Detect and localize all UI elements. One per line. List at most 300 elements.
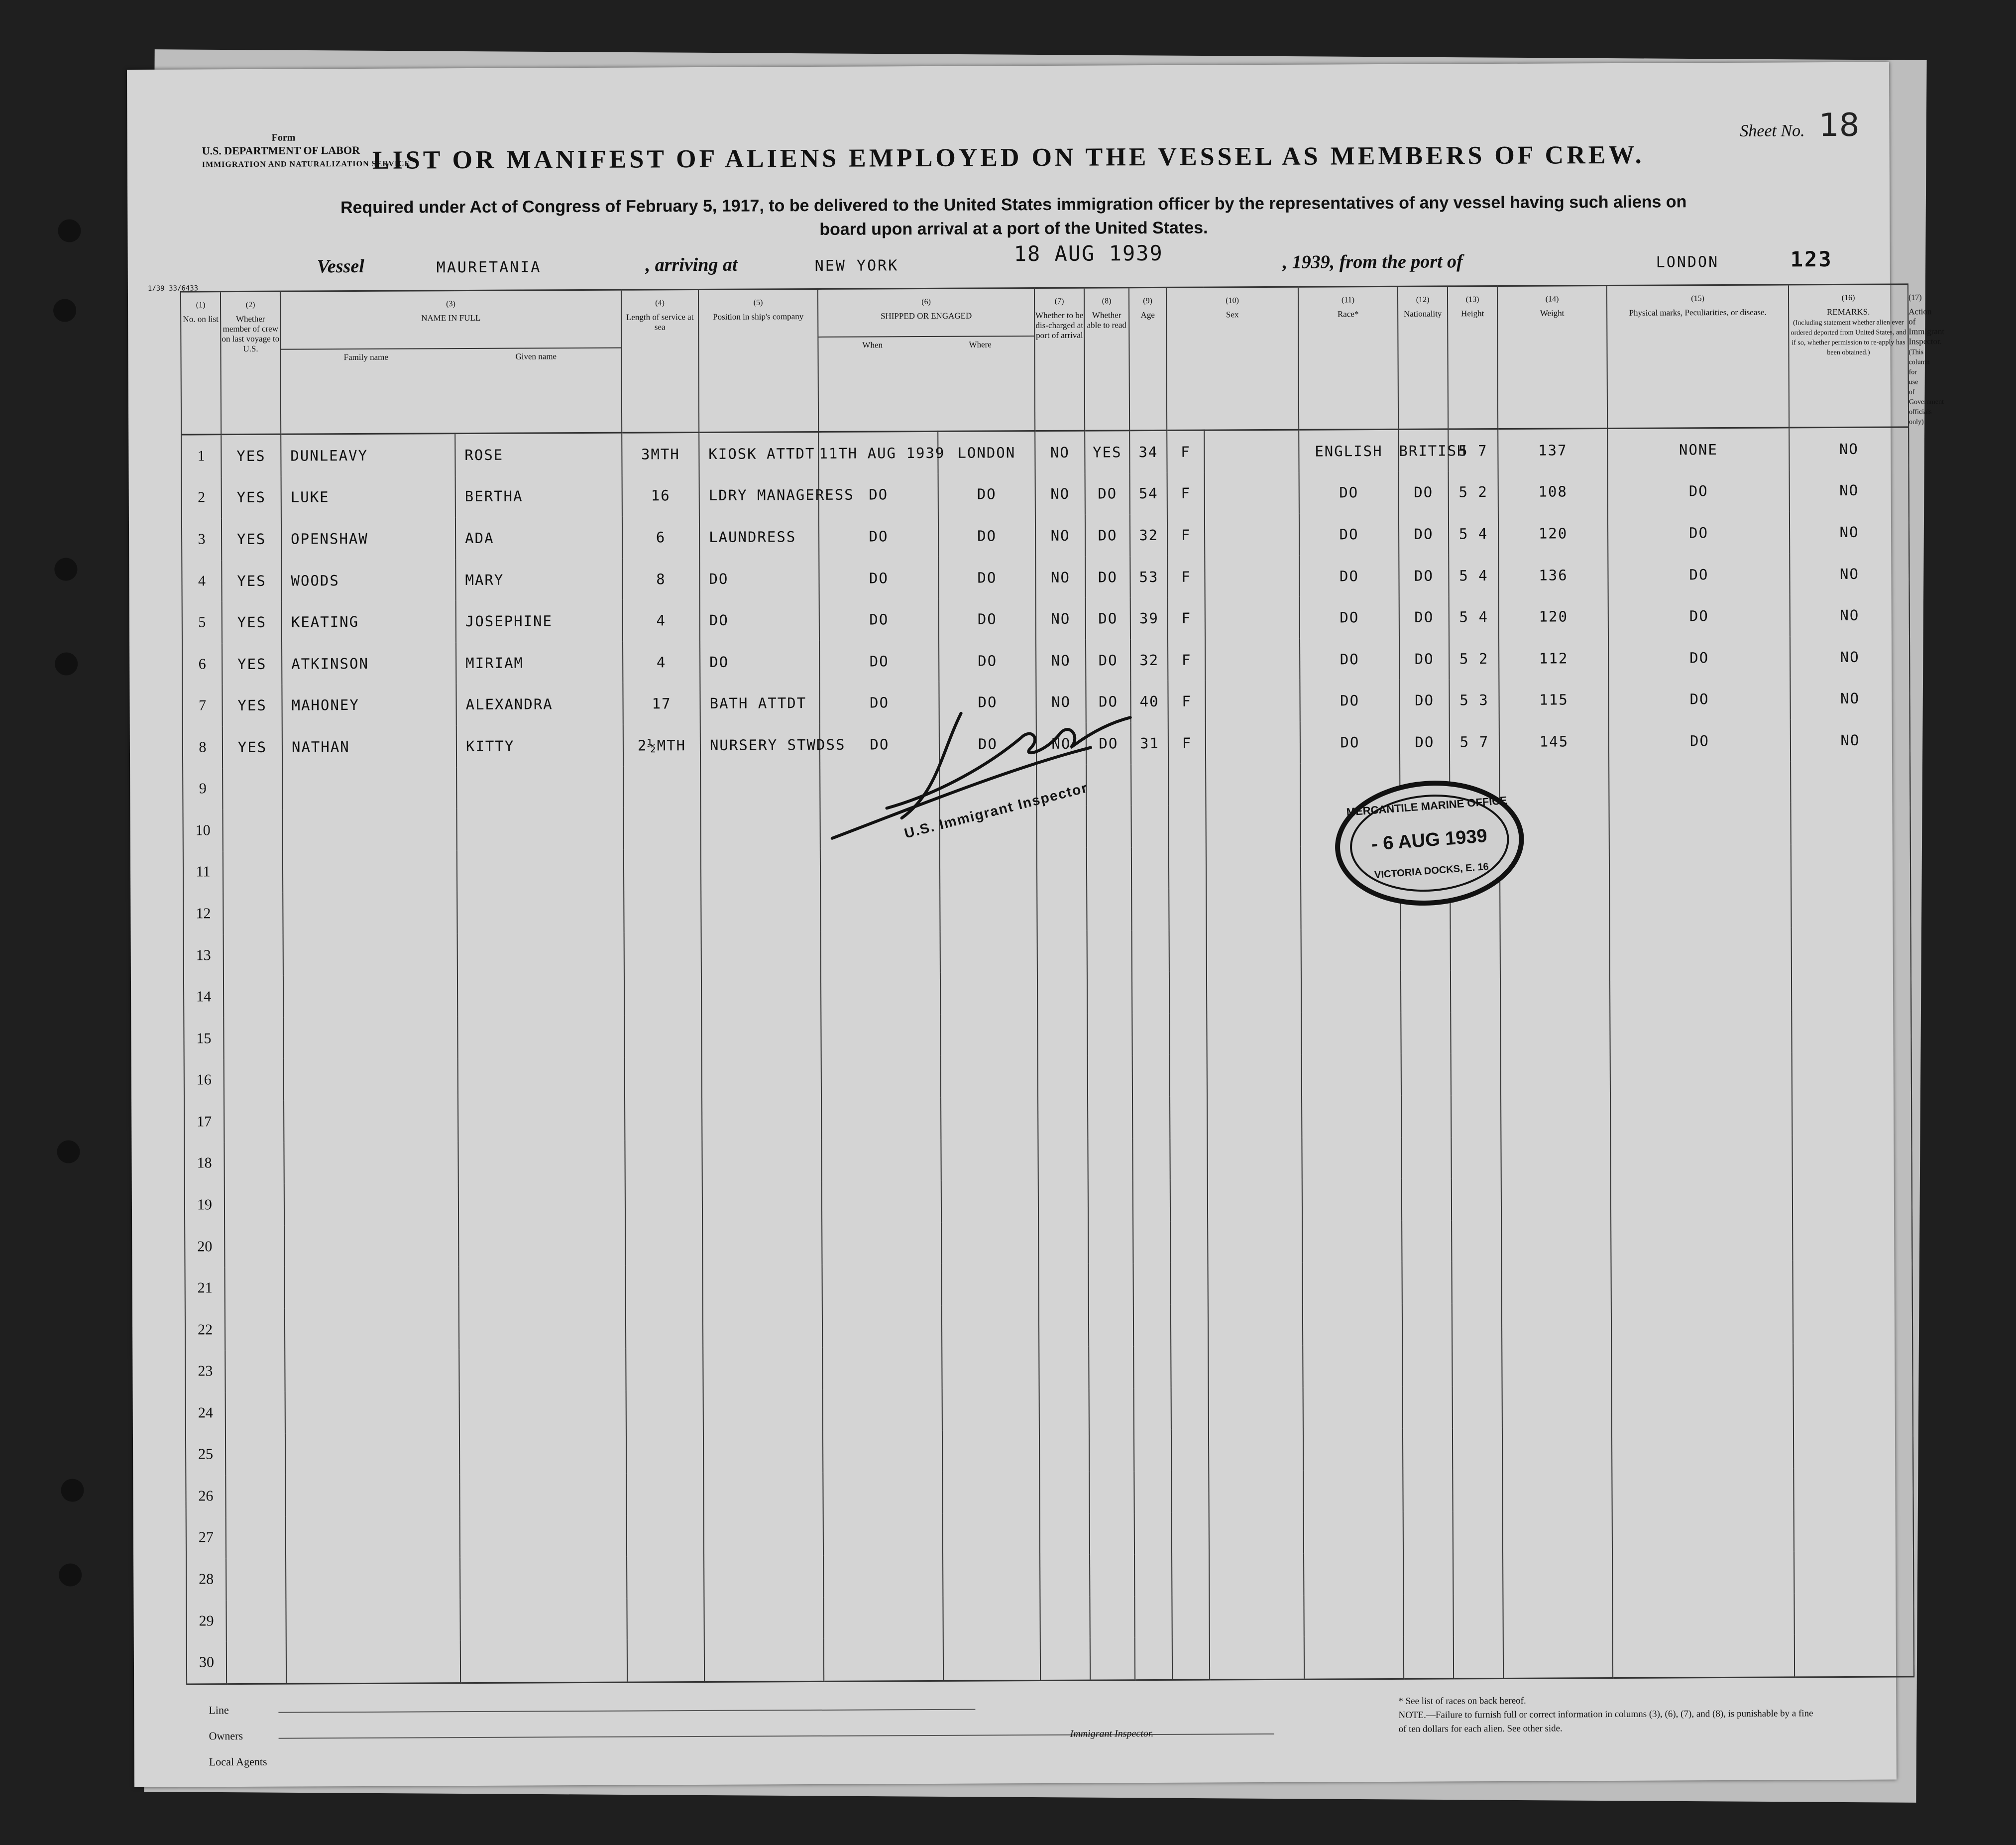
cell-when: [821, 1139, 941, 1181]
blank-cell: [1209, 1596, 1304, 1637]
footer-labels: [209, 1697, 267, 1775]
cell-where: DO: [939, 681, 1036, 723]
cell-discharged: [1038, 1222, 1088, 1264]
table-row: [185, 1301, 1912, 1351]
cell-nationality: DO: [1399, 513, 1449, 555]
cell-when: DO: [819, 557, 938, 599]
col-header-name: (3) NAME IN FULL Family name Given name: [280, 290, 622, 434]
cell-read: YES: [1085, 431, 1129, 473]
table-row: [186, 1551, 1913, 1601]
cell-service: [626, 1473, 703, 1515]
cell-read: DO: [1086, 639, 1130, 681]
cell-age: 53: [1130, 556, 1167, 598]
cell-sex: F: [1167, 430, 1204, 472]
cell-position: [702, 1265, 822, 1307]
cell-weight: [1500, 970, 1610, 1012]
cell-family: [284, 1058, 458, 1101]
cell-marks: [1609, 761, 1791, 804]
cell-sex: [1171, 1471, 1209, 1513]
cell-where: [943, 1555, 1040, 1597]
cell-read: [1087, 972, 1132, 1014]
cell-service: [624, 891, 701, 932]
cell-where: [942, 1472, 1039, 1513]
cell-age: [1132, 972, 1169, 1014]
cell-crew: [225, 1309, 285, 1351]
arriving-label: , arriving at: [645, 254, 738, 276]
table-row: [186, 1468, 1913, 1517]
cell-marks: [1609, 844, 1791, 887]
cell-discharged: [1038, 1180, 1088, 1222]
cell-family: [283, 850, 457, 893]
cell-when: DO: [819, 474, 938, 516]
blank-cell: [1209, 1471, 1303, 1512]
cell-weight: [1501, 1178, 1611, 1220]
arrival-date-stamp: 18 AUG 1939: [1013, 240, 1163, 266]
cell-weight: [1500, 1012, 1610, 1054]
blank-cell: [1205, 472, 1299, 514]
cell-family: [282, 808, 456, 851]
cell-age: 40: [1130, 681, 1168, 722]
cell-age: 54: [1130, 472, 1167, 514]
cell-race: DO: [1300, 721, 1400, 763]
departure-port: LONDON: [1656, 253, 1719, 271]
cell-service: [624, 974, 701, 1016]
cell-marks: [1609, 886, 1791, 928]
cell-height: 5 7: [1450, 721, 1499, 763]
cell-where: [943, 1638, 1040, 1681]
cell-weight: 137: [1498, 429, 1607, 471]
blank-cell: [1206, 805, 1300, 847]
cell-crew: YES: [223, 726, 282, 768]
cell-family: ATKINSON: [282, 642, 456, 685]
cell-where: DO: [938, 557, 1035, 598]
cell-remarks: [1792, 927, 1911, 969]
blank-cell: [1208, 1221, 1302, 1263]
cell-crew: YES: [222, 518, 281, 560]
cell-nationality: [1403, 1386, 1453, 1428]
cell-sex: [1170, 1221, 1208, 1263]
cell-discharged: [1037, 972, 1087, 1014]
line-number: 6: [182, 643, 222, 685]
cell-race: [1302, 1221, 1402, 1263]
cell-weight: [1501, 1261, 1611, 1303]
sheet-number-value: 18: [1818, 107, 1860, 144]
cell-remarks: [1793, 1468, 1913, 1510]
cell-service: [625, 1099, 702, 1141]
cell-race: DO: [1300, 680, 1399, 721]
cell-crew: [224, 1267, 284, 1309]
line-number: 1: [181, 435, 221, 477]
cell-weight: [1502, 1344, 1611, 1386]
cell-crew: [223, 768, 282, 809]
col-header-read: (8) Whether able to read: [1084, 288, 1129, 431]
cell-position: [701, 849, 820, 891]
footer-note: [1398, 1693, 1816, 1736]
footer-line-label: Line: [209, 1704, 229, 1717]
cell-remarks: [1794, 1509, 1913, 1552]
cell-marks: [1610, 969, 1792, 1012]
cell-family: [285, 1391, 459, 1433]
cell-nationality: DO: [1399, 680, 1449, 721]
cell-discharged: [1038, 1264, 1088, 1305]
blank-cell: [1207, 1054, 1302, 1096]
cell-weight: [1502, 1428, 1612, 1470]
cell-crew: YES: [221, 434, 281, 477]
line-number: 9: [183, 768, 223, 810]
cell-height: [1452, 1220, 1501, 1262]
cell-discharged: [1038, 1055, 1088, 1097]
cell-when: [822, 1264, 941, 1306]
cell-weight: [1501, 1220, 1611, 1262]
cell-service: 17: [623, 683, 700, 724]
inspector-signature: [811, 692, 1210, 843]
cell-read: [1090, 1638, 1135, 1681]
line-number: 21: [185, 1267, 224, 1309]
cell-read: [1087, 1014, 1132, 1055]
cell-when: [820, 890, 940, 932]
table-row: [183, 886, 1910, 935]
cell-sex: F: [1167, 556, 1205, 597]
cell-where: [941, 1139, 1038, 1181]
cell-race: [1304, 1595, 1403, 1637]
cell-weight: [1502, 1386, 1612, 1428]
cell-service: [627, 1639, 704, 1682]
header-row: [181, 284, 1908, 435]
cell-discharged: NO: [1036, 723, 1086, 765]
cell-read: [1089, 1305, 1133, 1347]
cell-service: [627, 1515, 704, 1557]
table-row: [183, 844, 1910, 893]
department-name: U.S. DEPARTMENT OF LABOR: [202, 143, 360, 157]
cell-service: [624, 849, 701, 891]
vessel-line: [317, 240, 1860, 286]
cell-discharged: NO: [1035, 431, 1085, 473]
cell-given: ALEXANDRA: [456, 683, 623, 725]
cell-service: [625, 1224, 702, 1266]
line-number: 8: [183, 726, 223, 768]
table-row: [186, 1593, 1913, 1642]
cell-service: [625, 1265, 702, 1307]
cell-discharged: [1040, 1596, 1090, 1638]
cell-service: [625, 1182, 702, 1224]
cell-read: DO: [1085, 473, 1130, 515]
cell-weight: [1500, 887, 1609, 929]
line-number: 4: [182, 560, 222, 602]
cell-marks: NONE: [1607, 428, 1789, 471]
cell-remarks: [1791, 802, 1910, 844]
cell-sex: [1171, 1388, 1209, 1430]
cell-crew: YES: [222, 643, 282, 685]
cell-marks: [1610, 1052, 1792, 1095]
cell-remarks: NO: [1790, 594, 1909, 637]
table-row: [184, 1010, 1911, 1059]
manifest-sheet: [127, 62, 1945, 1787]
form-number: 1/39 33/6433: [147, 284, 199, 293]
cell-given: [458, 1141, 625, 1183]
line-number: 12: [183, 893, 223, 934]
cell-height: [1453, 1386, 1502, 1428]
col-subheader-family: Family name: [343, 352, 388, 362]
cell-nationality: [1403, 1428, 1453, 1470]
cell-crew: [223, 851, 283, 893]
cell-age: [1131, 847, 1169, 889]
cell-crew: [224, 1142, 284, 1184]
cell-family: [285, 1474, 459, 1516]
blank-cell: [1209, 1429, 1303, 1471]
cell-height: [1451, 1095, 1501, 1137]
cell-position: [703, 1389, 823, 1432]
cell-read: [1087, 930, 1132, 972]
cell-race: [1303, 1470, 1403, 1512]
cell-remarks: [1794, 1593, 1913, 1635]
cell-discharged: [1037, 1014, 1087, 1056]
cell-crew: [224, 1018, 283, 1059]
cell-read: [1088, 1055, 1132, 1097]
cell-height: [1451, 1137, 1501, 1179]
cell-read: DO: [1085, 514, 1130, 556]
line-number: 20: [185, 1226, 224, 1268]
cell-discharged: [1039, 1430, 1089, 1472]
cell-when: [823, 1472, 942, 1514]
cell-where: [941, 1222, 1038, 1264]
cell-remarks: [1793, 1384, 1913, 1427]
cell-marks: [1612, 1385, 1793, 1427]
cell-age: [1133, 1305, 1171, 1347]
cell-position: [702, 1056, 821, 1099]
cell-position: DO: [700, 641, 819, 683]
cell-crew: [225, 1392, 285, 1434]
cell-sex: F: [1168, 722, 1206, 764]
col-header-remarks: (16) REMARKS. (Including statement whether alien ever ordered deported from United States, and if so, whether permission to re-apply has been obtained.): [1789, 284, 1908, 428]
cell-race: DO: [1300, 638, 1399, 680]
sheet-number-label: Sheet No.: [1740, 121, 1805, 140]
cell-race: ENGLISH: [1299, 429, 1398, 472]
cell-read: [1088, 1097, 1132, 1139]
cell-family: [284, 1266, 458, 1308]
cell-remarks: [1791, 761, 1910, 803]
cell-race: [1304, 1636, 1404, 1679]
cell-height: 5 4: [1449, 596, 1499, 638]
cell-height: [1452, 1178, 1501, 1220]
cell-when: [820, 848, 940, 891]
cell-crew: [224, 1101, 284, 1143]
cell-position: [704, 1514, 823, 1557]
penalty-note: NOTE.—Failure to furnish full or correct information in columns (3), (6), (7), and (8), is punishable by a fine of ten dollars for each alien. See other side.: [1398, 1708, 1813, 1734]
cell-weight: 145: [1499, 720, 1609, 763]
cell-height: [1453, 1553, 1503, 1595]
stamp-top-text: MERCANTILE MARINE OFFICE: [1345, 794, 1508, 818]
cell-race: [1301, 971, 1401, 1013]
cell-discharged: [1037, 847, 1087, 889]
cell-service: [624, 932, 701, 974]
cell-nationality: [1403, 1511, 1453, 1553]
cell-remarks: NO: [1790, 553, 1909, 595]
cell-remarks: [1792, 1260, 1912, 1302]
cell-sex: F: [1168, 681, 1205, 722]
cell-marks: [1611, 1302, 1793, 1344]
cell-weight: [1503, 1511, 1612, 1553]
cell-family: [284, 1100, 458, 1142]
cell-service: [625, 1057, 702, 1099]
cell-discharged: [1039, 1305, 1089, 1347]
blank-cell: [1205, 639, 1300, 681]
form-label: Form: [271, 132, 296, 143]
cell-weight: [1501, 1053, 1610, 1096]
cell-read: DO: [1086, 598, 1130, 640]
cell-given: MARY: [455, 558, 622, 600]
cell-sex: [1170, 1138, 1207, 1180]
cell-where: [942, 1305, 1039, 1347]
line-number: 5: [182, 601, 222, 643]
blank-cell: [1206, 846, 1301, 888]
cell-discharged: NO: [1036, 598, 1086, 640]
line-number: 11: [183, 851, 223, 893]
cell-marks: [1611, 1219, 1792, 1261]
cell-where: [942, 1388, 1039, 1430]
cell-read: [1088, 1180, 1133, 1222]
cell-weight: [1503, 1552, 1612, 1595]
cell-remarks: [1794, 1634, 1914, 1677]
cell-where: LONDON: [938, 431, 1035, 474]
cell-sex: [1169, 972, 1207, 1014]
cell-sex: [1170, 1263, 1208, 1305]
cell-when: [823, 1430, 942, 1473]
cell-given: [457, 974, 624, 1017]
cell-given: [459, 1432, 626, 1474]
binder-hole: [58, 219, 81, 242]
cell-nationality: [1402, 1179, 1452, 1221]
cell-position: [703, 1348, 822, 1390]
cell-marks: [1612, 1469, 1793, 1511]
cell-position: [701, 973, 821, 1016]
cell-nationality: [1403, 1553, 1453, 1595]
line-number: 13: [184, 934, 224, 976]
cell-race: [1301, 929, 1401, 971]
table-row: [181, 427, 1908, 477]
cell-height: 5 2: [1449, 638, 1499, 680]
col-header-crew: (2) Whether member of crew on last voyage to U.S.: [221, 291, 281, 435]
cell-age: [1133, 1346, 1171, 1388]
cell-weight: [1503, 1594, 1612, 1636]
cell-nationality: [1403, 1470, 1453, 1512]
blank-cell: [1208, 1179, 1302, 1221]
cell-crew: [226, 1641, 286, 1684]
cell-given: ADA: [455, 517, 622, 559]
cell-position: [700, 765, 820, 807]
cell-weight: [1501, 1095, 1610, 1137]
blank-cell: [1210, 1637, 1304, 1680]
cell-age: [1131, 889, 1169, 930]
cell-marks: DO: [1608, 595, 1790, 637]
year-label: , 1939, from the port of: [1282, 251, 1463, 273]
col-header-shipped: (6) SHIPPED OR ENGAGED When Where: [818, 288, 1035, 432]
cell-remarks: [1792, 1010, 1911, 1052]
service-name: IMMIGRATION AND NATURALIZATION SERVICE: [202, 159, 411, 169]
cell-position: BATH ATTDT: [700, 682, 819, 724]
cell-age: [1134, 1554, 1172, 1596]
cell-position: DO: [699, 558, 819, 600]
cell-where: [940, 972, 1037, 1014]
blank-cell: [1208, 1263, 1302, 1304]
cell-discharged: [1038, 1139, 1088, 1180]
cell-position: [704, 1598, 823, 1640]
cell-when: [823, 1389, 942, 1431]
manifest-subtitle: Required under Act of Congress of February 5, 1917, to be delivered to the United States immigration officer by the representatives of any vessel having such aliens on board upon arrival at a port of the United States.: [340, 192, 1687, 239]
cell-read: [1088, 1139, 1132, 1180]
blank-cell: [1205, 514, 1299, 556]
cell-family: LUKE: [281, 476, 455, 518]
col-header-marks: (15) Physical marks, Peculiarities, or disease.: [1607, 285, 1789, 429]
cell-remarks: [1792, 1135, 1911, 1177]
table-row: [182, 636, 1909, 685]
cell-height: [1451, 929, 1500, 971]
cell-crew: [223, 809, 282, 851]
cell-age: [1133, 1263, 1170, 1305]
manifest-title: LIST OR MANIFEST OF ALIENS EMPLOYED ON THE VESSEL AS MEMBERS OF CREW.: [372, 140, 1645, 175]
cell-service: [623, 807, 700, 849]
blank-cell: [1205, 555, 1299, 597]
col-header-weight: (14) Weight: [1497, 286, 1607, 429]
cell-position: [704, 1639, 824, 1682]
cell-nationality: [1401, 1012, 1451, 1054]
table-row: [185, 1343, 1912, 1392]
cell-weight: 115: [1499, 679, 1608, 721]
cell-crew: [225, 1433, 285, 1475]
cell-given: [458, 1057, 625, 1100]
cell-height: [1451, 970, 1500, 1012]
cell-age: [1134, 1471, 1171, 1513]
cell-height: 5 3: [1449, 679, 1499, 721]
cell-when: [821, 1098, 941, 1140]
cell-when: [822, 1181, 941, 1223]
cell-given: [460, 1598, 627, 1640]
cell-where: [940, 889, 1037, 931]
cell-given: [458, 1224, 625, 1266]
cell-family: [283, 933, 457, 976]
cell-when: DO: [819, 640, 939, 683]
cell-marks: [1611, 1344, 1793, 1386]
cell-given: BERTHA: [455, 475, 622, 517]
cell-where: [940, 1014, 1037, 1056]
binder-hole: [54, 558, 77, 580]
cell-family: [283, 892, 457, 934]
cell-given: [460, 1557, 627, 1599]
cell-sex: [1172, 1554, 1209, 1596]
cell-race: [1304, 1512, 1403, 1554]
cell-nationality: [1402, 1345, 1452, 1387]
cell-marks: DO: [1608, 470, 1790, 512]
cell-race: [1302, 1137, 1401, 1179]
cell-where: DO: [939, 723, 1036, 765]
cell-family: [286, 1516, 460, 1558]
cell-nationality: [1404, 1636, 1454, 1679]
cell-family: MAHONEY: [282, 684, 456, 726]
cell-age: [1134, 1596, 1172, 1638]
cell-crew: YES: [222, 476, 281, 518]
cell-weight: 108: [1498, 471, 1608, 513]
cell-position: [701, 932, 821, 974]
cell-position: LAUNDRESS: [699, 516, 819, 558]
cell-service: 4: [623, 641, 700, 683]
cell-marks: DO: [1609, 719, 1791, 762]
cell-given: [459, 1349, 626, 1391]
cell-discharged: [1039, 1347, 1089, 1388]
cell-marks: [1613, 1635, 1794, 1678]
cell-remarks: [1793, 1343, 1912, 1385]
col-header-sex: (10) Sex: [1166, 287, 1299, 430]
blank-cell: [1209, 1512, 1304, 1554]
cell-nationality: BRITISH: [1398, 429, 1448, 472]
